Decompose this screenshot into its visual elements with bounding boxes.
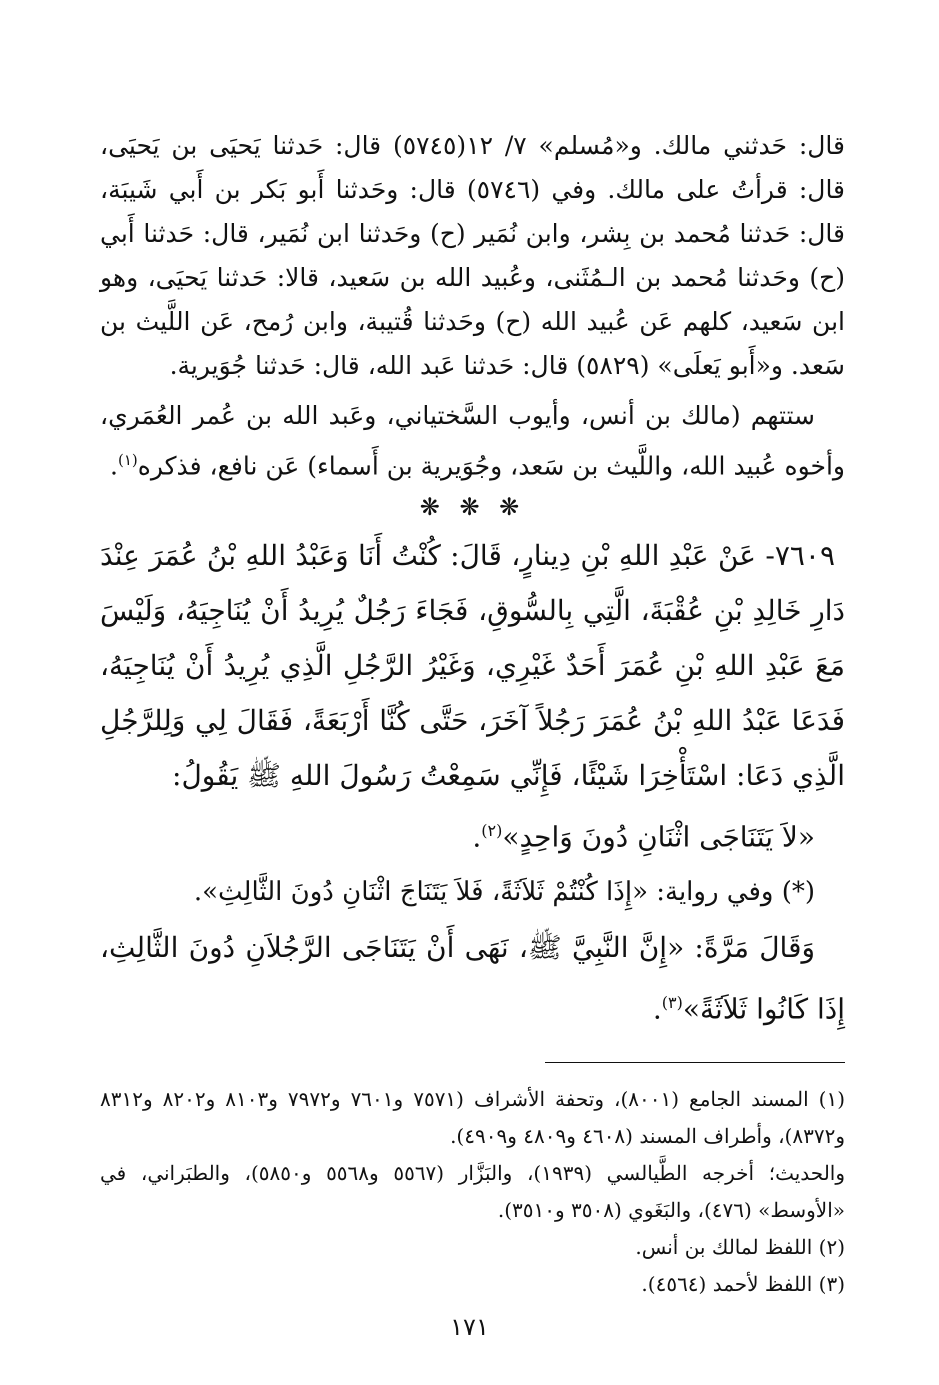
- footnote-1-continued: والحديث؛ أخرجه الطَّيالسي (١٩٣٩)، والبَزَّار (٥٥٦٧ و٥٥٦٨ و٥٨٥٠)، والطبَراني، في «الأوسط» (٤٧٦)، والبَغَوي (٣٥٠٨ و٣٥١٠).: [100, 1160, 845, 1222]
- marra-paragraph: [100, 920, 845, 1036]
- riwaya-line: (*) وفي رواية: «إِذَا كُنْتُمْ ثَلاَثَةً، فَلاَ يَتَنَاجَ اثْنَانِ دُونَ الثَّالِثِ».: [193, 876, 815, 907]
- marra-text: وَقَالَ مَرَّةً: «إِنَّ النَّبِيَّ ﷺ، نَهَى أَنْ يَتَنَاجَى الرَّجُلاَنِ دُونَ الثَّالِثِ، إِذَا كَانُوا ثَلاَثَةً»: [100, 930, 845, 1025]
- narrators-paragraph: [100, 394, 845, 488]
- hadith-quote-1: [100, 803, 845, 864]
- page-number: ١٧١: [450, 1313, 489, 1341]
- section-separator: ❋ ❋ ❋: [419, 493, 526, 522]
- footnote-3: (٣) اللفظ لأحمد (٤٥٦٤).: [641, 1271, 845, 1296]
- footnotes: [100, 1081, 845, 1303]
- footnote-2: (٢) اللفظ لمالك بن أنس.: [635, 1234, 845, 1259]
- intro-paragraph: قال: حَدثني مالك. و«مُسلم» ٧/ ١٢(٥٧٤٥) قال: حَدثنا يَحيَى بن يَحيَى، قال: قرأتُ على مالك. وفي (٥٧٤٦) قال: وحَدثنا أَبو بَكر بن أَبي شَيبَة، قال: حَدثنا مُحمد بن بِشر، وابن نُمَير (ح) وحَدثنا ابن نُمَير، قال: حَدثنا أَبي (ح) وحَدثنا مُحمد بن الـمُثَنى، وعُبيد الله بن سَعيد، قالا: حَدثنا يَحيَى، وهو ابن سَعيد، كلهم عَن عُبيد الله (ح) وحَدثنا قُتيبة، وابن رُمح، عَن اللَّيث بن سَعد. و«أَبو يَعلَى» (٥٨٢٩) قال: حَدثنا عَبد الله، قال: حَدثنا جُوَيرية.: [100, 131, 846, 380]
- hadith-text: عَنْ عَبْدِ اللهِ بْنِ دِينارٍ، قَالَ: كُنْتُ أَنَا وَعَبْدُ اللهِ بْنُ عُمَرَ عِنْدَ دَارِ خَالِدِ بْنِ عُقْبَةَ، الَّتِي بِالسُّوقِ، فَجَاءَ رَجُلٌ يُرِيدُ أَنْ يُنَاجِيَهُ، وَلَيْسَ مَعَ عَبْدِ اللهِ بْنِ عُمَرَ أَحَدٌ غَيْرِي، وَغَيْرُ الرَّجُلِ الَّذِي يُرِيدُ أَنْ يُنَاجِيَهُ، فَدَعَا عَبْدُ اللهِ بْنُ عُمَرَ رَجُلاً آخَرَ، حَتَّى كُنَّا أَرْبَعَةً، فَقَالَ لِي وَلِلرَّجُلِ الَّذِي دَعَا: اسْتَأْخِرَا شَيْئًا، فَإِنِّي سَمِعْتُ رَسُولَ اللهِ ﷺ يَقُولُ:: [100, 539, 845, 793]
- narrators-text: ستتهم (مالك بن أنس، وأيوب السَّختياني، وعَبد الله بن عُمر العُمَري، وأخوه عُبيد الله، واللَّيث بن سَعد، وجُوَيرية بن أَسماء) عَن نافع، فذكره: [100, 401, 845, 481]
- hadith-number: ٧٦٠٩-: [765, 539, 835, 573]
- footnote-ref-1: (١): [117, 451, 138, 469]
- page-body: [100, 124, 845, 1303]
- quote-1-text: «لاَ يَتَنَاجَى اثْنَانِ دُونَ وَاحِدٍ»: [502, 820, 815, 854]
- hadith-7609: [100, 528, 845, 803]
- footnote-divider: [545, 1062, 845, 1063]
- narrators-end: .: [110, 451, 118, 481]
- footnote-ref-3: (٣): [661, 992, 683, 1012]
- footnote-ref-2: (٢): [481, 821, 503, 841]
- footnote-1: (١) المسند الجامع (٨٠٠١)، وتحفة الأشراف (٧٥٧١ و٧٦٠١ و٧٩٧٢ و٨١٠٣ و٨٢٠٢ و٨٣١٢ و٨٣٧٢)، وأطراف المسند (٤٦٠٨ و٤٨٠٩ و٤٩٠٩).: [100, 1086, 846, 1148]
- quote-1-end: .: [472, 820, 482, 854]
- marra-end: .: [652, 991, 662, 1025]
